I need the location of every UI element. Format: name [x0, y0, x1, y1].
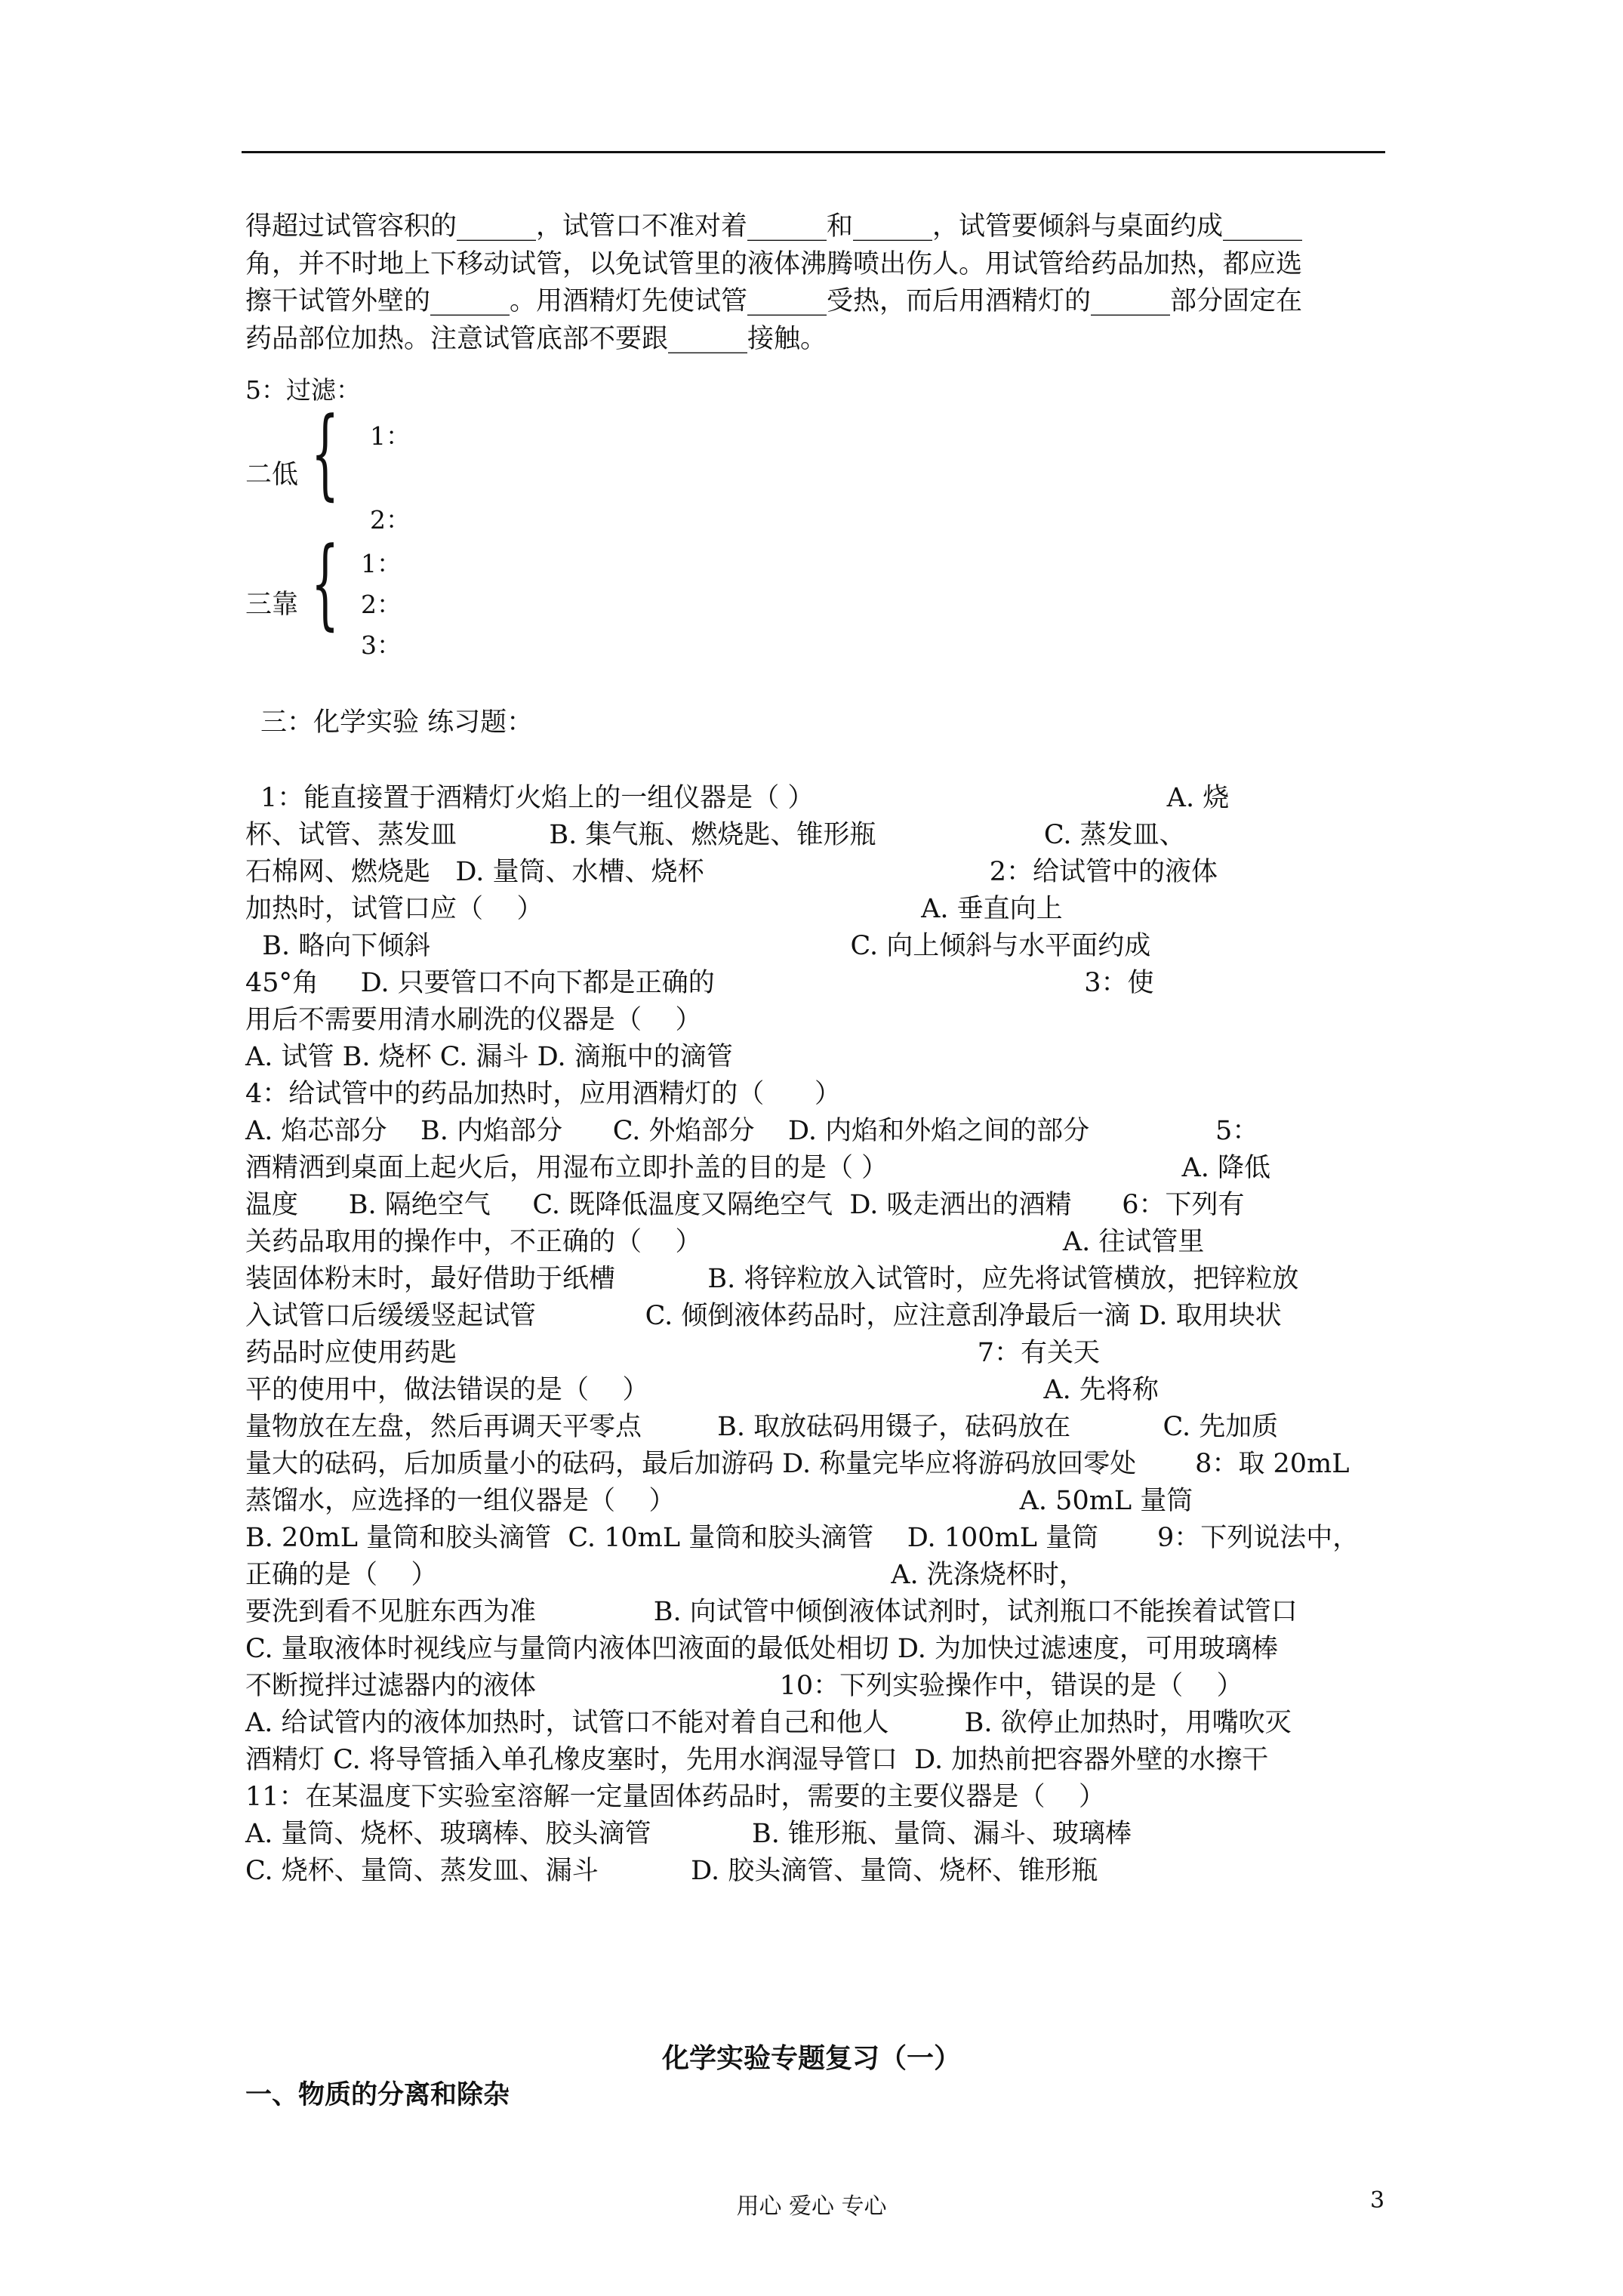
question-line: 入试管口后缓缓竖起试管 C. 倾倒液体药品时，应注意刮净最后一滴 D. 取用块状 — [245, 1301, 1282, 1331]
question-line: 量物放在左盘，然后再调天平零点 B. 取放砝码用镊子，砝码放在 C. 先加质 — [245, 1412, 1279, 1442]
question-line: 1：能直接置于酒精灯火焰上的一组仪器是（ ） A. 烧 — [260, 783, 1230, 813]
intro-line-1: 得超过试管容积的______，试管口不准对着______和______，试管要倾斜与桌面约成______ — [245, 211, 1303, 242]
review-title: 化学实验专题复习（一） — [661, 2042, 961, 2074]
question-line: 杯、试管、蒸发皿 B. 集气瓶、燃烧匙、锥形瓶 C. 蒸发皿、 — [245, 820, 1186, 850]
three-lean-label: 三靠 — [245, 590, 299, 620]
two-low-item-1: 1： — [370, 421, 411, 451]
three-lean-brace: { — [311, 525, 340, 640]
question-line: 正确的是（ ） A. 洗涤烧杯时， — [245, 1560, 1086, 1590]
section1-heading: 一、物质的分离和除杂 — [245, 2079, 510, 2110]
page-number: 3 — [1370, 2187, 1385, 2214]
question-line: B. 略向下倾斜 C. 向上倾斜与水平面约成 — [245, 931, 1151, 961]
three-lean-item-3: 3： — [361, 630, 402, 660]
two-low-label: 二低 — [245, 460, 299, 490]
question-line: A. 给试管内的液体加热时，试管口不能对着自己和他人 B. 欲停止加热时，用嘴吹灭 — [245, 1708, 1292, 1738]
question-line: A. 量筒、烧杯、玻璃棒、胶头滴管 B. 锥形瓶、量筒、漏斗、玻璃棒 — [245, 1819, 1132, 1849]
section3-heading: 三：化学实验 练习题： — [260, 707, 534, 738]
two-low-brace: { — [311, 396, 340, 510]
question-line: A. 试管 B. 烧杯 C. 漏斗 D. 滴瓶中的滴管 — [245, 1042, 733, 1072]
question-line: 加热时，试管口应（ ） A. 垂直向上 — [245, 894, 1063, 924]
question-line: 量大的砝码，后加质量小的砝码，最后加游码 D. 称量完毕应将游码放回零处 8：取 20mL — [245, 1449, 1350, 1479]
question-line: 平的使用中，做法错误的是（ ） A. 先将称 — [245, 1375, 1159, 1405]
question-line: 11：在某温度下实验室溶解一定量固体药品时，需要的主要仪器是（ ） — [245, 1782, 1106, 1812]
filter-heading: 5：过滤： — [245, 375, 361, 405]
footer-motto: 用心 爱心 专心 — [736, 2193, 887, 2220]
question-line: 要洗到看不见脏东西为准 B. 向试管中倾倒液体试剂时，试剂瓶口不能挨着试管口 — [245, 1597, 1298, 1627]
question-line: 蒸馏水，应选择的一组仪器是（ ） A. 50mL 量筒 — [245, 1486, 1193, 1516]
question-line: 4：给试管中的药品加热时，应用酒精灯的（ ） — [245, 1079, 842, 1109]
intro-line-2: 角，并不时地上下移动试管，以免试管里的液体沸腾喷出伤人。用试管给药品加热，都应选 — [245, 249, 1303, 279]
question-line: 装固体粉末时，最好借助于纸槽 B. 将锌粒放入试管时，应先将试管横放，把锌粒放 — [245, 1264, 1299, 1294]
question-line: B. 20mL 量筒和胶头滴管 C. 10mL 量筒和胶头滴管 D. 100mL 量筒 9：下列说法中， — [245, 1523, 1360, 1553]
question-line: 温度 B. 隔绝空气 C. 既降低温度又隔绝空气 D. 吸走洒出的酒精 6：下列有 — [245, 1190, 1245, 1220]
question-line: 石棉网、燃烧匙 D. 量筒、水槽、烧杯 2：给试管中的液体 — [245, 857, 1218, 887]
question-line: 45°角 D. 只要管口不向下都是正确的 3：使 — [245, 968, 1154, 998]
question-line: 药品时应使用药匙 7：有关天 — [245, 1338, 1101, 1368]
three-lean-item-1: 1： — [361, 549, 402, 578]
question-line: C. 量取液体时视线应与量筒内液体凹液面的最低处相切 D. 为加快过滤速度，可用玻璃棒 — [245, 1634, 1278, 1664]
intro-line-3: 擦干试管外壁的______。用酒精灯先使试管______受热，而后用酒精灯的______部分固定在 — [245, 286, 1303, 316]
question-line: 酒精洒到桌面上起火后，用湿布立即扑盖的目的是（ ） A. 降低 — [245, 1153, 1271, 1183]
question-line: A. 焰芯部分 B. 内焰部分 C. 外焰部分 D. 内焰和外焰之间的部分 5： — [245, 1116, 1259, 1146]
three-lean-item-2: 2： — [361, 590, 402, 619]
question-line: 关药品取用的操作中，不正确的（ ） A. 往试管里 — [245, 1227, 1205, 1257]
two-low-item-2: 2： — [370, 505, 411, 535]
question-line: C. 烧杯、量筒、蒸发皿、漏斗 D. 胶头滴管、量筒、烧杯、锥形瓶 — [245, 1856, 1098, 1886]
question-line: 不断搅拌过滤器内的液体 10：下列实验操作中，错误的是（ ） — [245, 1671, 1243, 1701]
question-line: 酒精灯 C. 将导管插入单孔橡皮塞时，先用水润湿导管口 D. 加热前把容器外壁的水擦干 — [245, 1745, 1269, 1775]
intro-line-4: 药品部位加热。注意试管底部不要跟______接触。 — [245, 324, 827, 354]
question-line: 用后不需要用清水刷洗的仪器是（ ） — [245, 1005, 702, 1035]
header-rule — [242, 151, 1385, 153]
